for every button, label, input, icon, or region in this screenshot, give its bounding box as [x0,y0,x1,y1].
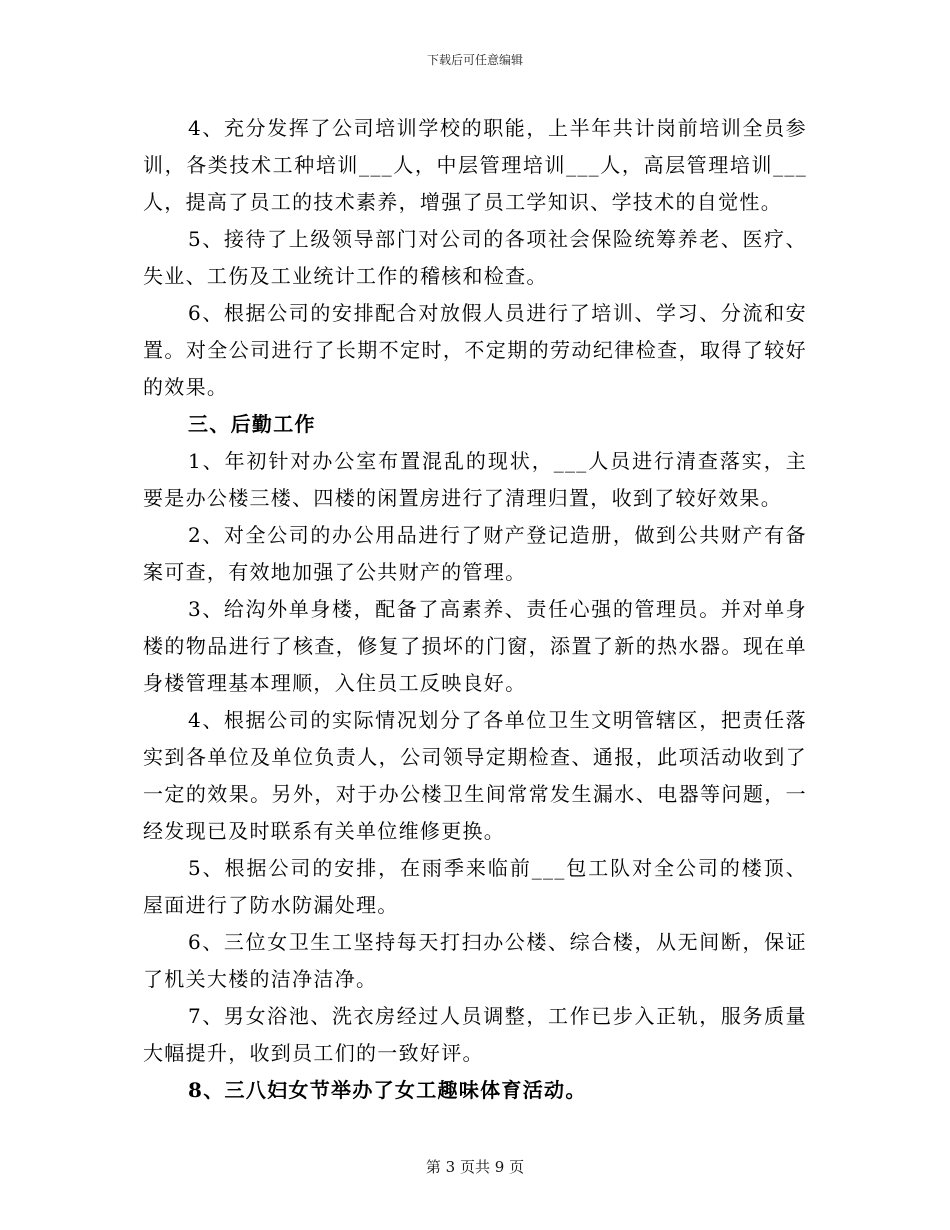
paragraph-office-cleanup: 1、年初针对办公室布置混乱的现状，___人员进行清查落实，主要是办公楼三楼、四楼的闲置房进行了清理归置，收到了较好效果。 [143,449,807,510]
paragraph-insurance-audit: 5、接待了上级领导部门对公司的各项社会保险统筹养老、医疗、失业、工伤及工业统计工作的稽核和检查。 [143,227,807,288]
paragraph-cleaning-staff: 6、三位女卫生工坚持每天打扫办公楼、综合楼，从无间断，保证了机关大楼的洁净洁净。 [143,930,807,991]
paragraph-womens-day: 8、三八妇女节举办了女工趣味体育活动。 [188,1078,587,1102]
paragraph-training: 4、充分发挥了公司培训学校的职能，上半年共计岗前培训全员参训，各类技术工种培训___人，中层管理培训___人，高层管理培训___人，提高了员工的技术素养，增强了员工学知识、学技术的自觉性。 [143,116,807,214]
document-body [143,110,807,1109]
paragraph-office-supplies: 2、对全公司的办公用品进行了财产登记造册，做到公共财产有备案可查，有效地加强了公共财产的管理。 [143,523,807,584]
page-header: 下载后可任意编辑 [426,53,523,67]
paragraph-bath-laundry: 7、男女浴池、洗衣房经过人员调整，工作已步入正轨，服务质量大幅提升，收到员工们的一致好评。 [143,1004,807,1065]
paragraph-waterproofing: 5、根据公司的安排，在雨季来临前___包工队对全公司的楼顶、屋面进行了防水防漏处理。 [143,856,807,917]
section-heading-logistics: 三、后勤工作 [188,412,316,436]
paragraph-leave-staff: 6、根据公司的安排配合对放假人员进行了培训、学习、分流和安置。对全公司进行了长期不定时，不定期的劳动纪律检查，取得了较好的效果。 [143,301,807,399]
page-footer: 第 3 页共 9 页 [425,1158,525,1176]
paragraph-dormitory: 3、给沟外单身楼，配备了高素养、责任心强的管理员。并对单身楼的物品进行了核查，修复了损坏的门窗，添置了新的热水器。现在单身楼管理基本理顺，入住员工反映良好。 [143,597,807,695]
paragraph-hygiene-zones: 4、根据公司的实际情况划分了各单位卫生文明管辖区，把责任落实到各单位及单位负责人，公司领导定期检查、通报，此项活动收到了一定的效果。另外，对于办公楼卫生间常常发生漏水、电器等问题，一经发现已及时联系有关单位维修更换。 [143,708,807,843]
